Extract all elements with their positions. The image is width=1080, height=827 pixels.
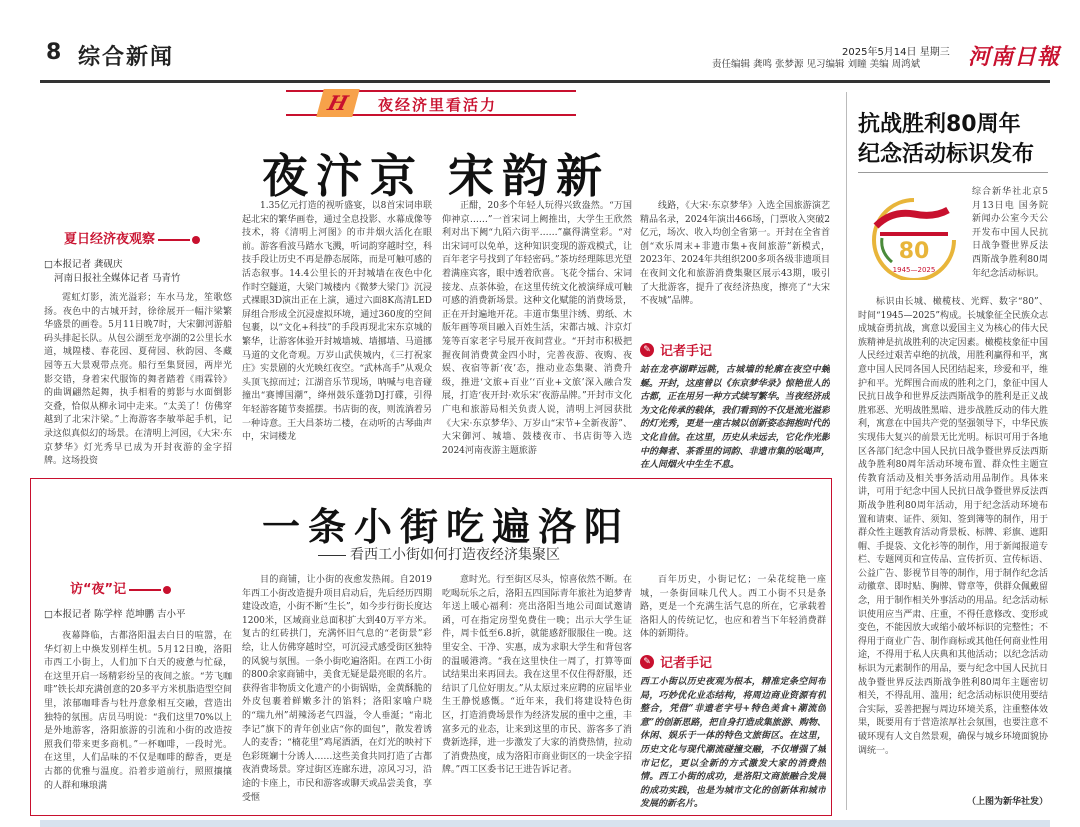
top-story-column-2 xyxy=(242,200,432,470)
top-story-note-heading xyxy=(640,340,712,359)
column-banner xyxy=(286,90,576,116)
bottom-story-column-tag xyxy=(70,578,171,597)
subhead-dash xyxy=(318,555,346,556)
pen-icon: ✎ xyxy=(640,655,654,669)
note-heading-label: 记者手记 xyxy=(660,656,713,671)
subhead-text: 看西工小街如何打造夜经济集聚区 xyxy=(350,547,560,563)
emblem-number: 80 xyxy=(898,239,930,264)
banner-title: 夜经济里看活力 xyxy=(378,96,498,114)
bottom-story-column-4 xyxy=(640,574,826,642)
bottom-story-note-text xyxy=(640,676,826,810)
page-number: 8 xyxy=(46,40,62,65)
column-tag-label: 访“夜”记 xyxy=(70,582,127,597)
top-story-headline: 夜汴京 宋韵新 xyxy=(262,149,611,203)
top-story-column-1 xyxy=(44,292,232,470)
bottom-story-column-3 xyxy=(442,574,632,810)
bottom-story-headline: 一条小街吃遍洛阳 xyxy=(262,505,631,549)
tag-bar-icon xyxy=(158,239,190,241)
paragraph: 霓虹灯影，流光溢彩；车水马龙，笙歌悠扬。夜色中的古城开封，徐徐展开一幅汴梁繁华盛景的画卷。5月11日晚7时，大宋御河游船码头排起长队。从包公湖至龙亭湖的2公里长水道，城隍楼、春花园、夏荷园、秋韵园、冬藏园等五大景观带点亮。船行至集贤园，两岸光影交错，身着宋代服饰的舞者踏着《雨霖铃》的曲调翩然起舞，执手相看的剪影与水面倒影交叠，恰似从柳永词中走来。“太美了！仿佛穿越到了北宋汴梁。”上海游客李敏举起手机，记录这似真似幻的场景。在清明上河园，《大宋·东京梦华》灯光秀早已成为开封夜游的金字招牌。这场投资 xyxy=(44,293,232,467)
paragraph: 1.35亿元打造的视听盛宴，以8首宋词串联起北宋的繁华画卷，通过全息投影、水幕成像等技术，将《清明上河图》的市井烟火活化在眼前。游客看波马踏水飞溅，听词韵穿越时空，科技手段让历史不再是静态展陈，而是可触可感的活态叙事。14.4公里长的开封城墙在夜色中化作时空隧道，大梁门城楼内《微梦大梁门》沉浸式裸眼3D演出正在上演，通过六面8K高清LED屏组合形成全沉浸虚拟环境，通过360度的空间包裹，以“文化+科技”的手段再现北宋东京城的繁华，让游客体验开封城墙城、墙挪墙、马道挪马道的文化奇观。万岁山武侠城内，《三打祝家庄》实景剧的火光映红夜空。“武林高手”从观众头顶飞掠而过；江湖音乐节现场，呐喊与电音碰撞出“赛博国潮”，绛州鼓乐蓬勃DJ打碟，引得年轻游客随节奏摇摆。书店街的夜，则流淌着另一种诗意。王大昌茶坊二楼，在动听的古琴曲声中，宋词楼龙 xyxy=(242,201,432,443)
section-title: 综合新闻 xyxy=(78,44,175,70)
byline-line-2: 河南日报社全媒体记者 马青竹 xyxy=(54,273,181,284)
photo-credit: （上图为新华社发） xyxy=(966,797,1048,807)
bottom-story-subhead xyxy=(318,544,560,564)
right-story-lead xyxy=(972,186,1048,294)
note-paragraph: 西工小街以历史夜观为根本，精准定条空间布局，巧妙优化业态结构，将周边商业资源有机整合，凭借“非遗老字号+特色美食+潮流创意”的创新思路，把自身打造成集旅游、购物、休闲、娱乐于一体的特色文旅街区。在这里，历史文化与现代潮流碰撞交融，不仅增强了城市记忆，更以全新的方式激发大家的消费热情。西工小街的成功，是洛阳文商旅融合发展的成功实践，也是为城市文化的创新体和城市发展的新名片。 xyxy=(640,677,826,810)
top-story-column-3 xyxy=(442,200,632,470)
right-story-headline xyxy=(858,110,1034,170)
paragraph: 线路，《大宋·东京梦华》入选全国旅游演艺精品名录，2024年演出466场，门票收入突破2亿元，场次、收入均创全省第一。开封在全省首创“欢乐周末+非遗市集+夜间旅游”新模式，2023年、2024年共组织200多项各级非遗项目在夜间文化和旅游消费集聚区展示43期，吸引了大批游客，提升了夜经济热度，擦亮了“大宋不夜城”品牌。 xyxy=(640,201,830,307)
pen-icon: ✎ xyxy=(640,343,654,357)
lead-paragraph: 综合新华社北京5月13日电 国务院新闻办公室今天公开发布中国人民抗日战争暨世界反法西斯战争胜利80周年纪念活动标识。 xyxy=(972,187,1048,279)
header-rule xyxy=(40,80,1050,83)
top-story-note-text xyxy=(640,364,830,472)
paragraph: 夜幕降临，古都洛阳温去白日的喧嚣，在华灯初上中焕发别样生机。5月12日晚，洛阳市西工小街上，人们加下白天的疲惫与忙碌，在这里开启一场精彩纷呈的夜间之旅。“芳飞咖啡”铁长却充满创意的20多平方米机脂造型空间里，浓郁咖啡香与牡丹意象相互交融，营造出独特的氛围。店员马明说：“我们这里70%以上是外地游客，洛阳旅游的引流和小街的改造按照我们带来更多商机。”一杯咖啡，一段时光。在这里，人们品味的不仅是咖啡的醇香，更是古都的优雅与温度。沿着步道前行，照照攘攘的人群和琳琅满 xyxy=(44,631,232,791)
bottom-story-column-2 xyxy=(242,574,432,810)
byline-line-1: □本报记者 龚砚庆 xyxy=(44,259,123,270)
headline-line-1: 抗战胜利80周年 xyxy=(858,112,1021,137)
top-story-column-tag xyxy=(64,228,200,247)
page-bottom-band xyxy=(40,820,1050,827)
tag-bar-icon xyxy=(129,589,161,591)
note-paragraph: 站在龙亭湖畔远眺，古城墙的轮廓在夜空中蜿蜒。开封，这座曾以《东京梦华录》惊艳世人的古都，正在用另一种方式续写繁华。当夜经济成为文化传承的载体，我们看到的不仅是流光溢彩的灯光秀，更是一座古城以创新姿态拥抱时代的文化自信。在这里，历史从未远去，它化作光影中的舞者、茶香里的词韵、非遗市集的吆喝声，在人间烟火中生生不息。 xyxy=(640,365,830,471)
note-heading-label: 记者手记 xyxy=(660,344,713,359)
tag-dot-icon xyxy=(192,236,200,244)
commemoration-emblem-icon xyxy=(862,192,966,280)
top-story-column-4 xyxy=(640,200,830,324)
bottom-story-note-heading xyxy=(640,652,712,671)
right-story-body xyxy=(858,296,1048,792)
top-story-byline xyxy=(44,258,234,286)
editors-line: 责任编辑 龚鸣 张梦源 见习编辑 刘瞳 美编 周鸿斌 xyxy=(712,59,921,70)
headline-line-2: 纪念活动标识发布 xyxy=(858,142,1035,167)
tag-dot-icon xyxy=(163,586,171,594)
paragraph: 目的商铺，让小街的夜愈发热闹。自2019年西工小街改造提升项目启动后，先后经历四期建设改造，小街不断“生长”，如今步行街长度达1200米，区域商业总面积扩大到40万平方米。复古的红砖拱门，充满怀旧气息的“老街景”彩绘，让人仿佛穿越时空，可沉浸式感受街区独特的风貌与氛围。一条小街吃遍洛阳。在西工小街的800余家商铺中，美食无疑是最亮眼的名片。获得省非物质文化遗产的小街锅贴，金黄酥脆的外皮包裹着鲜嫩多汁的馅料；洛阳家喻户晓的“瑞九州”胡辣汤老气四溢，令人垂涎；“南北李记”旗下的青年创业店“你的面包”，散发着诱人的麦香；“楠花里”鸡尾酒酒，在灯光的映衬下色彩斑斓十分诱人……这些美食共同打造了古都夜消费场景。穿过街区连廊东进，凉风习习，沿途的卡座上，市民和游客或聊天或品尝美食，享受惬 xyxy=(242,575,432,803)
bottom-story-column-1 xyxy=(44,630,232,810)
emblem-years: 1945—2025 xyxy=(892,266,936,274)
newspaper-logo: 河南日報 xyxy=(968,44,1061,70)
bottom-story-byline: □本报记者 陈学梓 范坤鹏 吉小平 xyxy=(44,609,186,620)
banner-letter-badge: H xyxy=(316,89,360,117)
right-column-divider xyxy=(846,92,847,810)
right-title-rule xyxy=(858,172,1048,173)
paragraph: 百年历史，小街记忆；一朵花绽艳一座城，一条街回味几代人。西工小街不只是条路，更是一个充满生活气息的所在，它承载着洛阳人的传统记忆，也应和着当下年轻消费群体的新期待。 xyxy=(640,575,826,640)
paragraph: 意时光。行至街区尽头，惊喜依然不断。在吃喝玩乐之后，洛阳五四国际青年旅社为追梦青年送上暖心福利：亮出洛阳当地公司面试邀请函，可在指定房型免费住一晚；出示大学生证件，周卡低至6.8折，就能感舒服服住一晚。这里安全、干净、实惠，成为求职大学生和背包客的温暖港湾。“我在这里快住一周了，打算等面试结果出来再回去。我在这里不仅住得舒服，还结识了几位好朋友。”从太原过来应聘的应届毕业生王静悦感慨。“近年来，我们将建设特色街区，打造消费场景作为经济发展的重中之重，丰富多元的业态，让来到这里的市民、游客多了消费新选择，进一步激发了大家的消费热情，拉动了消费热度，成为洛阳市商业街区的一块金字招牌。”西工区委书记王进告诉记者。 xyxy=(442,575,632,776)
issue-date: 2025年5月14日 星期三 xyxy=(842,47,950,58)
column-tag-label: 夏日经济夜观察 xyxy=(64,232,156,247)
paragraph: 标识由长城、橄榄枝、光辉、数字“80”、时间“1945—2025”构成。长城象征全民族众志成城奋勇抗战，寓意以爱国主义为核心的伟大民族精神是抗战胜利的决定因素。橄榄枝象征中国人民经过艰苦卓绝的抗战，用胜利赢得和平，寓意中国人民同各国人民团结起来，珍爱和平，维护和平。光辉围合而成的胜利之门，象征中国人民抗日战争和世界反法西斯战争的胜利是正义战胜邪恶、光明战胜黑暗、进步战胜反动的伟大胜利，寓意在中国共产党的坚强领导下，中华民族实现伟大复兴的前景无比光明。标识可用于各地区各部门纪念中国人民抗日战争暨世界反法西斯战争胜利80周年活动环境布置、群众性主题宣传教育活动及相关事务活动用品制作。具体来讲，可用于纪念中国人民抗日战争暨世界反法西斯战争胜利80周年活动，用于纪念活动环境布置和请柬、证件、须知、签到簿等的制作，用于群众性主题教育活动背景板、标牌、彩旗、遮阳帽、手提袋、文化衫等的制作，用于新闻报道专栏、专题网页和宣传品、宣传折页、宣传标语、公益广告、影视节目等的制作，用于制作纪念活动徽章、即时贴、胸牌、臂章等，供群众佩戴留念，用于制作相关外事活动的用品。纪念活动标识使用应当严肃、庄重，不得任意修改、变形或变色，不能因放大或缩小破坏标识的完整性；不得用于商业广告、制作商标或其他任何商业性用途，不得用于私人庆典和其他活动；以纪念活动标识为元素制作的用品，要与纪念中国人民抗日战争暨世界反法西斯战争胜利80周年主题密切相关，不得乱用、滥用；纪念活动标识使用要结合实际，妥善把握与周边环境关系，注重整体效果，既要用有于营造浓厚社会氛围，也要注意不破环现有人文自然景观，确保与城乡环境面貌协调统一。 xyxy=(858,297,1048,756)
paragraph: 正酣，20多个年轻人玩得兴致盎然。“万国仰神京……”一首宋词上阙推出，大学生王欣然利对出下阙“九陌六街平……”赢得满堂彩。“对出宋词可以免单，这种知识变现的游戏模式，让百年老字号找到了年轻密码。”茶坊经理陈思光望着满座宾客，眼中透着欣喜。飞花令擂台、宋词接龙、点茶体验，在这里传统文化被演绎成可触可感的消费新场景。这种文化赋能的消费场景，正在开封遍地开花。丰道市集里汴绣、剪纸、木版年画等项目融入百姓生活，宋都古城、汴京灯笼等百家老字号展开夜间营业。“开封市积极把握夜间消费黄金四小时，完善夜游、夜购、夜娱、夜宿等新‘夜’态，推动业态集聚、消费升级，推进‘文旅+百业’‘百业+文旅’深入融合发展，打造‘夜开封·欢乐宋’夜游品牌。”开封市文化广电和旅游局相关负责人说，清明上河园获批《大宋·东京梦华》、万岁山“宋节+全新夜游”、大宋御河、城墙、鼓楼夜市、书店街等入选2024河南夜游主题旅游 xyxy=(442,201,632,456)
